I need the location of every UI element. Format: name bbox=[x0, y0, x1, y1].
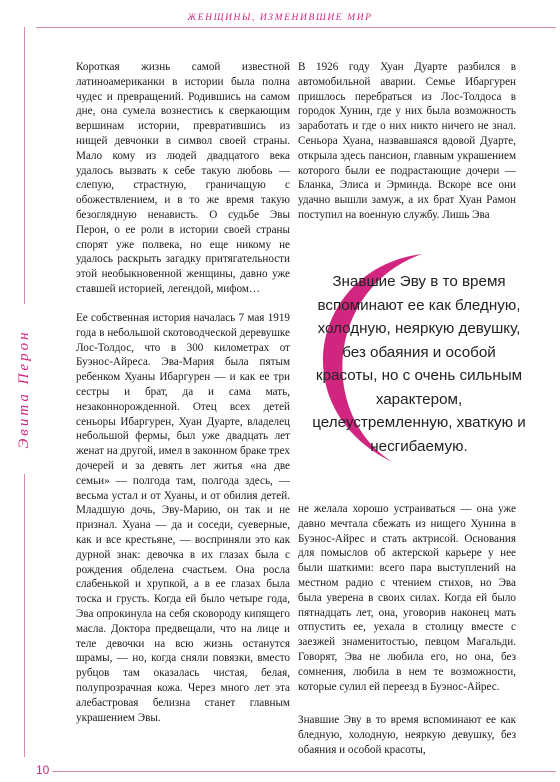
footer-rule bbox=[52, 771, 556, 772]
right-column-upper bbox=[298, 60, 516, 223]
header-rule bbox=[36, 27, 556, 28]
ambition-paragraph: не желала хорошо устраиваться — она уже давно мечтала сбежать из нищего Хунина в Буэнос-Айрес и стать актрисой. Основания для помыслов об актерской карьере у нее были шаткими: всего пара выступлений на местном радио с чтением стихов, но Эва была уверена в своих силах. Когда ей было пятнадцать лет, она, уговорив наконец мать отпустить ее, уехала в столицу вместе с заезжей знаменитостью, певцом Магальди. Говорят, Эва не любила его, но она, без сомнения, любила в нем те возможности, которые сулил ей переезд в Буэнос-Айрес. bbox=[298, 503, 516, 693]
right-column-middle bbox=[298, 502, 516, 694]
pullquote-text: Знавшие Эву в то время вспоминают ее как бледную, холодную, неяркую девушку, без обаяния и особой красоты, но с очень сильным характером, целеустремленную, хваткую и несгибаемую. bbox=[312, 273, 526, 455]
page-number: 10 bbox=[36, 763, 50, 777]
right-column-lower bbox=[298, 713, 516, 757]
origin-paragraph: Ее собственная история началась 7 мая 1919 года в небольшой скотоводческой деревушке Лос-Толдос, что в 300 километрах от Буэнос-Айреса. Эва-Мария была пятым ребенком Хуаны Ибаргурен — и как ее три сестры и брат, да и сама мать, незаконнорожденной. Отец всех детей сеньоры Ибаргурен, Хуан Дуарте, владелец небольшой фермы, был уже двадцать лет женат на другой, имел в законном браке трех дочерей и за девять лет житья «на две семьи» — полгода там, полгода здесь, — весьма устал и от Хуаны, и от обилия детей. Младшую дочь, Эву-Марию, он так и не признал. Хуана — да и соседи, суеверные, как и все крестьяне, — восприняли это как дурной знак: девочка в их глазах была с рождения обделена счастьем. Она росла слабенькой и хрупкой, а в ее глазах была тоска и грусть. Когда ей было четыре года, Эва опрокинула на себя сковороду кипящего масла. Доктора предвещали, что на лице и теле девочки на всю жизнь останутся шрамы, — но, когда сняли повязки, вместо рубцов там оказалась чистая, белая, полупрозрачная кожа. Через много лет эта алебастровая белизна станет главным украшением Эвы. bbox=[76, 312, 290, 724]
description-paragraph: Знавшие Эву в то время вспоминают ее как бледную, холодную, неяркую девушку, без обаяния и особой красоты, bbox=[298, 714, 516, 756]
vertical-side-title: Эвита Перон bbox=[16, 304, 38, 474]
left-column-lower bbox=[76, 311, 290, 725]
left-column-upper bbox=[76, 60, 290, 297]
running-header: ЖЕНЩИНЫ, ИЗМЕНИВШИЕ МИР bbox=[187, 13, 373, 23]
intro-paragraph: Короткая жизнь самой известной латиноамериканки в истории была полна чудес и превращений. Родившись на самом дне, она сумела вознестись к сверкающим вершинам истории, превратившись из нищей девчонки в символ своей страны. Мало кому из людей двадцатого века удалось вызвать к себе такую любовь — слепую, страстную, граничащую с обожествлением, и в то же время такую безоглядную ненависть. О судьбе Эвы Перон, о ее роли в истории своей страны спорят уже полвека, но еще никому не удалось раскрыть загадку притягательности этой необыкновенной женщины, давно уже ставшей историей, легендой, мифом… bbox=[76, 61, 290, 295]
accident-paragraph: В 1926 году Хуан Дуарте разбился в автомобильной аварии. Семье Ибаргурен пришлось перебраться из Лос-Толдоса в городок Хунин, где у них была возможность заработать и где о них никто ничего не знал. Сеньора Хуана, назвавшаяся вдовой Дуарте, открыла здесь пансион, главным украшением которого были ее подрастающие дочери — Бланка, Элиса и Эрминда. Вскоре все они удачно вышли замуж, а их брат Хуан Рамон поступил на военную службу. Лишь Эва bbox=[298, 61, 516, 221]
